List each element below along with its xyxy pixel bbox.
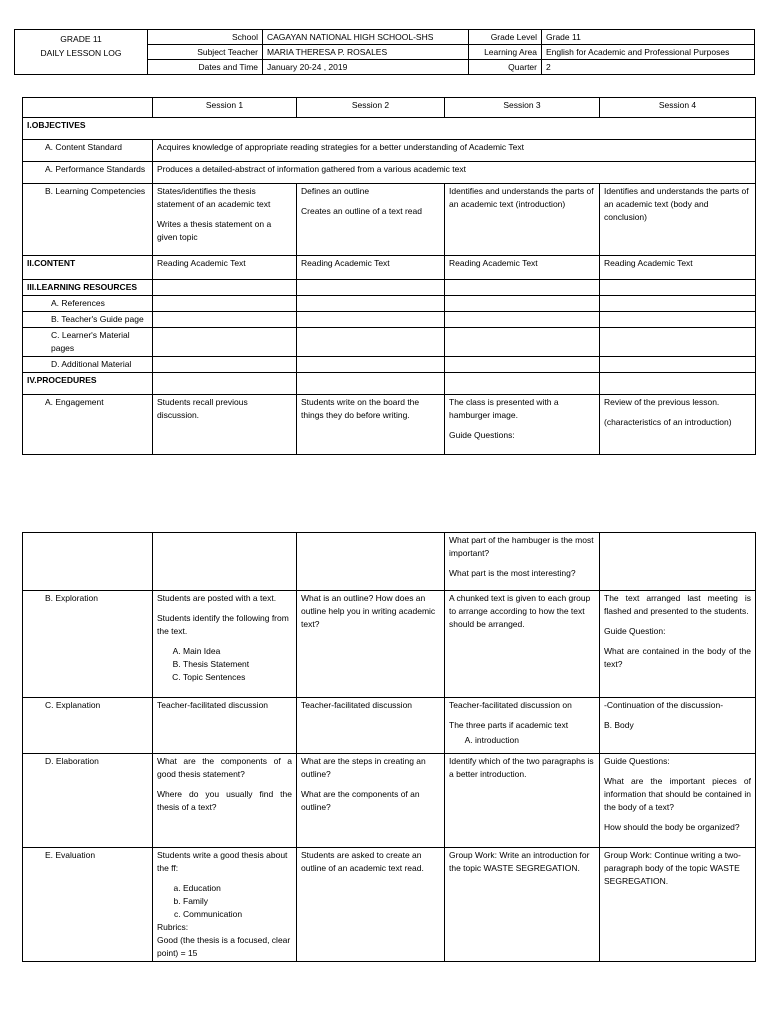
- list-item: B. Thesis Statement: [183, 658, 292, 671]
- header-table: [14, 29, 755, 75]
- elaboration-1-text-2: Where do you usually find the thesis of a text?: [157, 789, 292, 812]
- lesson-table-1: [22, 97, 756, 455]
- competency-1-text-2: Writes a thesis statement on a given topic: [157, 219, 272, 242]
- list-item: C. Topic Sentences: [183, 671, 292, 684]
- competency-2-text: Defines an outline: [301, 186, 370, 196]
- session-header-1: Session 1: [153, 98, 297, 118]
- list-item: A. Main Idea: [183, 645, 292, 658]
- elaboration-4-text: What are the important pieces of information that should be contained in the body of a text?: [604, 776, 751, 812]
- engagement-session-1: Students recall previous discussion.: [153, 395, 297, 455]
- learning-competencies-label: B. Learning Competencies: [23, 184, 153, 256]
- explanation-4-text-2: B. Body: [604, 720, 634, 730]
- competency-session-1: [153, 184, 297, 256]
- session-header-blank: [23, 98, 153, 118]
- elaboration-2-text-2: What are the components of an outline?: [301, 789, 420, 812]
- grade-title: GRADE 11: [60, 34, 102, 44]
- exploration-4-text: The text arranged last meeting is flashed and presented to the students.: [604, 593, 751, 616]
- elaboration-session-3: Identify which of the two paragraphs is a better introduction.: [445, 754, 600, 848]
- engagement-session-4: [600, 395, 756, 455]
- explanation-session-3: [445, 698, 600, 754]
- session-header-2: Session 2: [297, 98, 445, 118]
- explanation-3-list: [449, 734, 595, 747]
- engagement-session-2: Students write on the board the things they do before writing.: [297, 395, 445, 455]
- dates-value: January 20-24 , 2019: [263, 60, 469, 75]
- list-item: A. introduction: [475, 734, 595, 747]
- teacher-label: Subject Teacher: [148, 45, 263, 60]
- exploration-session-3: A chunked text is given to each group to arrange according to how the text should be arranged.: [445, 591, 600, 698]
- log-title: DAILY LESSON LOG: [40, 48, 122, 58]
- explanation-label: C. Explanation: [23, 698, 153, 754]
- competency-session-4: [600, 184, 756, 256]
- objectives-heading: I.OBJECTIVES: [23, 118, 756, 140]
- content-session-1: Reading Academic Text: [153, 256, 297, 280]
- exploration-4-guide: Guide Question:: [604, 626, 666, 636]
- competency-session-2: [297, 184, 445, 256]
- quarter-value: 2: [542, 60, 755, 75]
- engagement-4-text: Review of the previous lesson.: [604, 397, 720, 407]
- content-standard-value: Acquires knowledge of appropriate reading strategies for a better understanding of Academic Text: [153, 140, 756, 162]
- engagement-continuation-3: [445, 533, 600, 591]
- elaboration-session-2: [297, 754, 445, 848]
- content-session-4: Reading Academic Text: [600, 256, 756, 280]
- header-title-cell: [15, 30, 148, 75]
- elaboration-label: D. Elaboration: [23, 754, 153, 848]
- engagement-label: A. Engagement: [23, 395, 153, 455]
- exploration-1-list: [157, 645, 292, 684]
- elaboration-session-4: [600, 754, 756, 848]
- rubrics-text: Good (the thesis is a focused, clear point) = 15: [157, 935, 291, 958]
- elaboration-4-text-2: How should the body be organized?: [604, 822, 740, 832]
- exploration-session-2: What is an outline? How does an outline help you in writing academic text?: [297, 591, 445, 698]
- session-header-4: Session 4: [600, 98, 756, 118]
- competency-session-3: [445, 184, 600, 256]
- learning-area-value: English for Academic and Professional Purposes: [542, 45, 755, 60]
- elaboration-session-1: [153, 754, 297, 848]
- continuation-question-2: What part is the most interesting?: [449, 568, 576, 578]
- competency-2-text-2: Creates an outline of a text read: [301, 206, 422, 216]
- grade-level-value: Grade 11: [542, 30, 755, 45]
- elaboration-2-text: What are the steps in creating an outline?: [301, 756, 426, 779]
- evaluation-1-text: Students write a good thesis about the ff:: [157, 850, 288, 873]
- competency-3-text: Identifies and understands the parts of an academic text (introduction): [449, 186, 594, 209]
- content-session-2: Reading Academic Text: [297, 256, 445, 280]
- explanation-session-1: Teacher-facilitated discussion: [153, 698, 297, 754]
- evaluation-session-1: [153, 848, 297, 962]
- engagement-4-note: (characteristics of an introduction): [604, 417, 732, 427]
- list-item: a. Education: [183, 882, 292, 895]
- competency-1-text: States/identifies the thesis statement of an academic text: [157, 186, 271, 209]
- grade-level-label: Grade Level: [469, 30, 542, 45]
- school-label: School: [148, 30, 263, 45]
- explanation-4-text: -Continuation of the discussion-: [604, 700, 724, 710]
- performance-standards-label: A. Performance Standards: [23, 162, 153, 184]
- content-heading: II.CONTENT: [23, 256, 153, 280]
- elaboration-4-guide: Guide Questions:: [604, 756, 670, 766]
- exploration-session-4: [600, 591, 756, 698]
- exploration-1-text-2: Students identify the following from the text.: [157, 613, 289, 636]
- list-item: c. Communication: [183, 908, 292, 921]
- quarter-label: Quarter: [469, 60, 542, 75]
- explanation-3-text: Teacher-facilitated discussion on: [449, 700, 572, 710]
- teachers-guide-label: B. Teacher's Guide page: [23, 312, 153, 328]
- engagement-3-guide: Guide Questions:: [449, 430, 515, 440]
- continuation-question-1: What part of the hambuger is the most important?: [449, 535, 594, 558]
- competency-4-text: Identifies and understands the parts of an academic text (body and conclusion): [604, 186, 749, 222]
- evaluation-1-list: [157, 882, 292, 921]
- list-item: b. Family: [183, 895, 292, 908]
- engagement-session-3: [445, 395, 600, 455]
- school-value: CAGAYAN NATIONAL HIGH SCHOOL-SHS: [263, 30, 469, 45]
- learners-material-label: C. Learner's Material pages: [23, 328, 153, 357]
- explanation-3-text-2: The three parts if academic text: [449, 720, 569, 730]
- explanation-session-4: [600, 698, 756, 754]
- exploration-4-question: What are contained in the body of the text?: [604, 646, 751, 669]
- evaluation-session-3: Group Work: Write an introduction for the topic WASTE SEGREGATION.: [445, 848, 600, 962]
- procedures-heading: IV.PROCEDURES: [23, 373, 153, 395]
- lesson-table-2: [22, 532, 756, 962]
- evaluation-session-2: Students are asked to create an outline of an academic text read.: [297, 848, 445, 962]
- learning-resources-heading: III.LEARNING RESOURCES: [23, 280, 153, 296]
- dates-label: Dates and Time: [148, 60, 263, 75]
- teacher-value: MARIA THERESA P. ROSALES: [263, 45, 469, 60]
- exploration-1-text: Students are posted with a text.: [157, 593, 277, 603]
- additional-material-label: D. Additional Material: [23, 357, 153, 373]
- evaluation-session-4: Group Work: Continue writing a two-paragraph body of the topic WASTE SEGREGATION.: [600, 848, 756, 962]
- rubrics-label: Rubrics:: [157, 922, 189, 932]
- session-header-3: Session 3: [445, 98, 600, 118]
- content-standard-label: A. Content Standard: [23, 140, 153, 162]
- engagement-3-text: The class is presented with a hamburger image.: [449, 397, 559, 420]
- exploration-session-1: [153, 591, 297, 698]
- elaboration-1-text: What are the components of a good thesis statement?: [157, 756, 292, 779]
- learning-area-label: Learning Area: [469, 45, 542, 60]
- performance-standards-value: Produces a detailed-abstract of information gathered from a various academic text: [153, 162, 756, 184]
- explanation-session-2: Teacher-facilitated discussion: [297, 698, 445, 754]
- content-session-3: Reading Academic Text: [445, 256, 600, 280]
- evaluation-label: E. Evaluation: [23, 848, 153, 962]
- references-label: A. References: [23, 296, 153, 312]
- exploration-label: B. Exploration: [23, 591, 153, 698]
